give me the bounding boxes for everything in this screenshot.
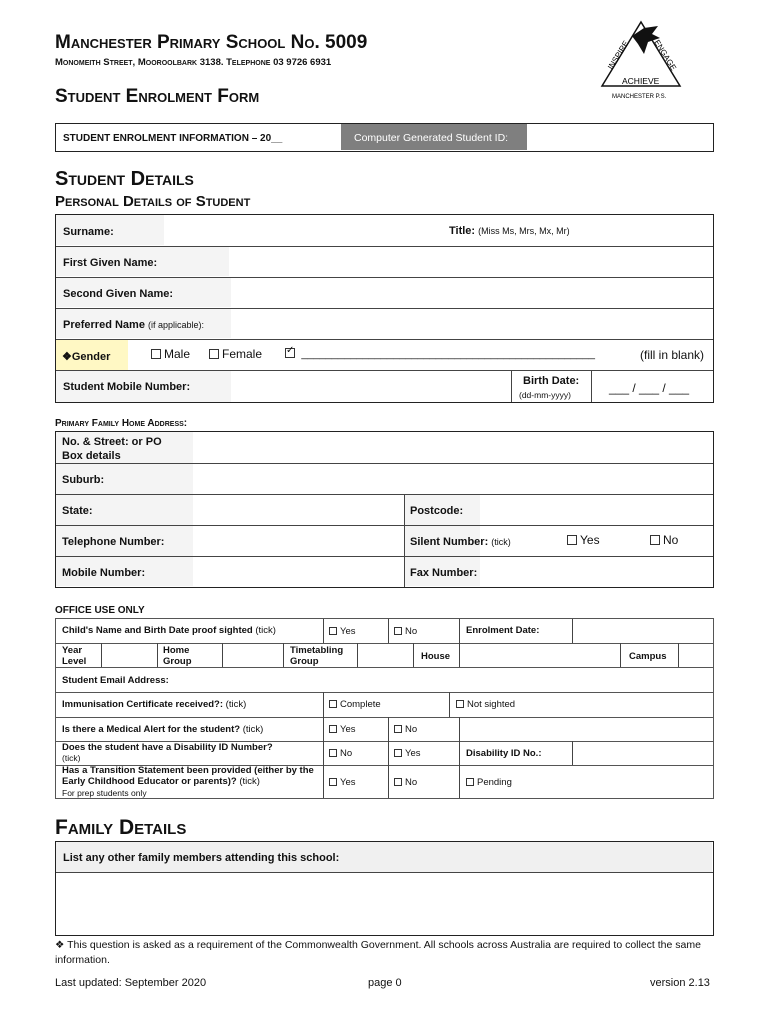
immunisation-label: Immunisation Certificate received?: (tick) — [62, 699, 247, 710]
second-name-label: Second Given Name: — [63, 288, 174, 300]
disability-id-field[interactable] — [573, 741, 713, 765]
enrolment-date-field[interactable] — [573, 619, 713, 643]
postcode-label: Postcode: — [410, 505, 464, 517]
student-details-heading: Student Details — [55, 168, 194, 190]
disability-id-label: Disability ID No.: — [466, 748, 542, 759]
house-label: House — [421, 651, 451, 662]
silent-number-label: Silent Number: (tick) — [410, 536, 511, 548]
medical-yes-checkbox[interactable] — [329, 725, 337, 733]
gender-other-option[interactable] — [285, 346, 595, 360]
logo-word-engage: ENGAGE — [652, 38, 679, 73]
enrolment-date-label: Enrolment Date: — [466, 625, 540, 636]
proof-no-option[interactable]: No — [394, 626, 417, 637]
info-bar-label: STUDENT ENROLMENT INFORMATION – 20__ — [63, 133, 283, 144]
state-label: State: — [62, 505, 93, 517]
medical-yes-option[interactable]: Yes — [329, 724, 356, 735]
proof-sighted-label: Child's Name and Birth Date proof sighted (tick) — [62, 625, 276, 636]
second-name-field[interactable] — [231, 277, 711, 307]
medical-no-option[interactable]: No — [394, 724, 417, 735]
timetabling-group-field[interactable] — [358, 643, 413, 667]
complete-checkbox[interactable] — [329, 700, 337, 708]
last-updated: Last updated: September 2020 — [55, 977, 207, 989]
telephone-label: Telephone Number: — [62, 536, 165, 548]
gender-female-option[interactable]: Female — [209, 347, 262, 361]
preferred-name-field[interactable] — [231, 308, 711, 338]
other-gender-line[interactable]: ________________________________________________ — [301, 348, 595, 360]
other-gender-checkbox[interactable]: ✓ — [286, 345, 295, 356]
birth-date-field[interactable]: ___ / ___ / ___ — [609, 381, 690, 395]
silent-yes-option[interactable]: Yes — [567, 533, 600, 547]
suburb-label: Suburb: — [62, 474, 105, 486]
timetabling-group-label: Timetabling Group — [290, 645, 344, 667]
home-address-heading: Primary Family Home Address: — [55, 418, 188, 429]
personal-details-subheading: Personal Details of Student — [55, 193, 251, 210]
birth-date-label: Birth Date: — [523, 375, 580, 387]
campus-label: Campus — [629, 651, 667, 662]
commonwealth-note: ❖ This question is asked as a requirement of the Commonwealth Government. All schools across Australia are required to collect the same information. — [55, 939, 701, 966]
school-logo — [598, 20, 684, 102]
form-title: Student Enrolment Form — [55, 86, 260, 107]
student-id-label: Computer Generated Student ID: — [354, 132, 509, 144]
student-email-field[interactable] — [323, 667, 713, 692]
year-level-label: Year Level — [62, 645, 87, 667]
gender-male-option[interactable]: Male — [151, 347, 190, 361]
school-address: Monomeith Street, Mooroolbark 3138. Telephone 03 9726 6931 — [55, 57, 332, 68]
immunisation-not-sighted-option[interactable]: Not sighted — [456, 699, 515, 710]
male-checkbox[interactable] — [151, 349, 161, 359]
transition-no-checkbox[interactable] — [394, 778, 402, 786]
info-bar — [55, 123, 714, 152]
title-options: (Miss Ms, Mrs, Mx, Mr) — [478, 226, 570, 236]
first-name-label: First Given Name: — [63, 257, 158, 269]
office-use-table — [55, 618, 714, 799]
home-group-field[interactable] — [223, 643, 283, 667]
postcode-field[interactable] — [480, 494, 711, 525]
silent-no-option[interactable]: No — [650, 533, 678, 547]
suburb-field[interactable] — [193, 463, 711, 494]
family-members-table — [55, 841, 714, 936]
office-use-heading: OFFICE USE ONLY — [55, 605, 145, 616]
house-field[interactable] — [460, 643, 620, 667]
mobile-label: Mobile Number: — [62, 567, 146, 579]
gender-label: ❖Gender — [62, 351, 111, 363]
proof-no-checkbox[interactable] — [394, 627, 402, 635]
student-id-field[interactable] — [341, 124, 527, 150]
fax-label: Fax Number: — [410, 567, 478, 579]
pending-checkbox[interactable] — [466, 778, 474, 786]
transition-label: Has a Transition Statement been provided (either by the Early Childhood Educator or parents)? (tick) — [62, 765, 314, 787]
logo-caption: MANCHESTER P.S. — [612, 94, 667, 100]
fill-in-blank-note: (fill in blank) — [640, 348, 705, 362]
title-label: Title: (Miss Ms, Mrs, Mx, Mr) — [449, 225, 570, 237]
disability-yes-option[interactable]: Yes — [394, 748, 421, 759]
mobile-field[interactable] — [193, 556, 403, 587]
disability-no-option[interactable]: No — [329, 748, 352, 759]
disability-tick-note: (tick) — [62, 753, 81, 763]
home-group-label: Home Group — [163, 645, 192, 667]
street-field[interactable] — [193, 432, 711, 463]
female-checkbox[interactable] — [209, 349, 219, 359]
student-mobile-label: Student Mobile Number: — [63, 381, 191, 393]
family-members-field[interactable] — [56, 874, 712, 934]
student-email-label: Student Email Address: — [62, 675, 169, 686]
transition-yes-option[interactable]: Yes — [329, 777, 356, 788]
year-level-field[interactable] — [102, 643, 157, 667]
fax-field[interactable] — [480, 556, 711, 587]
home-address-table — [55, 431, 714, 588]
medical-alert-label: Is there a Medical Alert for the student? (tick) — [62, 724, 264, 735]
immunisation-complete-option[interactable]: Complete — [329, 699, 381, 710]
transition-prep-note: For prep students only — [62, 788, 147, 798]
silent-no-checkbox[interactable] — [650, 535, 660, 545]
school-name: Manchester Primary School No. 5009 — [55, 32, 368, 53]
disability-label: Does the student have a Disability ID Number? — [62, 742, 273, 753]
proof-yes-option[interactable]: Yes — [329, 626, 356, 637]
state-field[interactable] — [193, 494, 403, 525]
family-details-heading: Family Details — [55, 816, 187, 839]
not-sighted-checkbox[interactable] — [456, 700, 464, 708]
street-label: No. & Street: or PO Box details — [62, 436, 162, 462]
disability-no-checkbox[interactable] — [329, 749, 337, 757]
birth-date-format: (dd-mm-yyyy) — [519, 390, 571, 400]
first-name-field[interactable] — [231, 246, 711, 276]
medical-no-checkbox[interactable] — [394, 725, 402, 733]
logo-word-inspire: INSPIRE — [606, 39, 631, 72]
disability-yes-checkbox[interactable] — [394, 749, 402, 757]
version-number: version 2.13 — [650, 977, 710, 989]
transition-yes-checkbox[interactable] — [329, 778, 337, 786]
personal-details-table — [55, 214, 714, 403]
preferred-name-label: Preferred Name (if applicable): — [63, 319, 205, 331]
transition-pending-option[interactable]: Pending — [466, 777, 512, 788]
surname-label: Surname: — [63, 226, 114, 238]
campus-field[interactable] — [679, 643, 713, 667]
family-members-label: List any other family members attending this school: — [63, 852, 340, 864]
page-number: page 0 — [368, 977, 402, 989]
logo-word-achieve: ACHIEVE — [622, 76, 660, 86]
student-mobile-field[interactable] — [231, 371, 511, 402]
telephone-field[interactable] — [193, 525, 403, 556]
silent-yes-checkbox[interactable] — [567, 535, 577, 545]
transition-no-option[interactable]: No — [394, 777, 417, 788]
proof-yes-checkbox[interactable] — [329, 627, 337, 635]
surname-field[interactable] — [164, 215, 444, 245]
